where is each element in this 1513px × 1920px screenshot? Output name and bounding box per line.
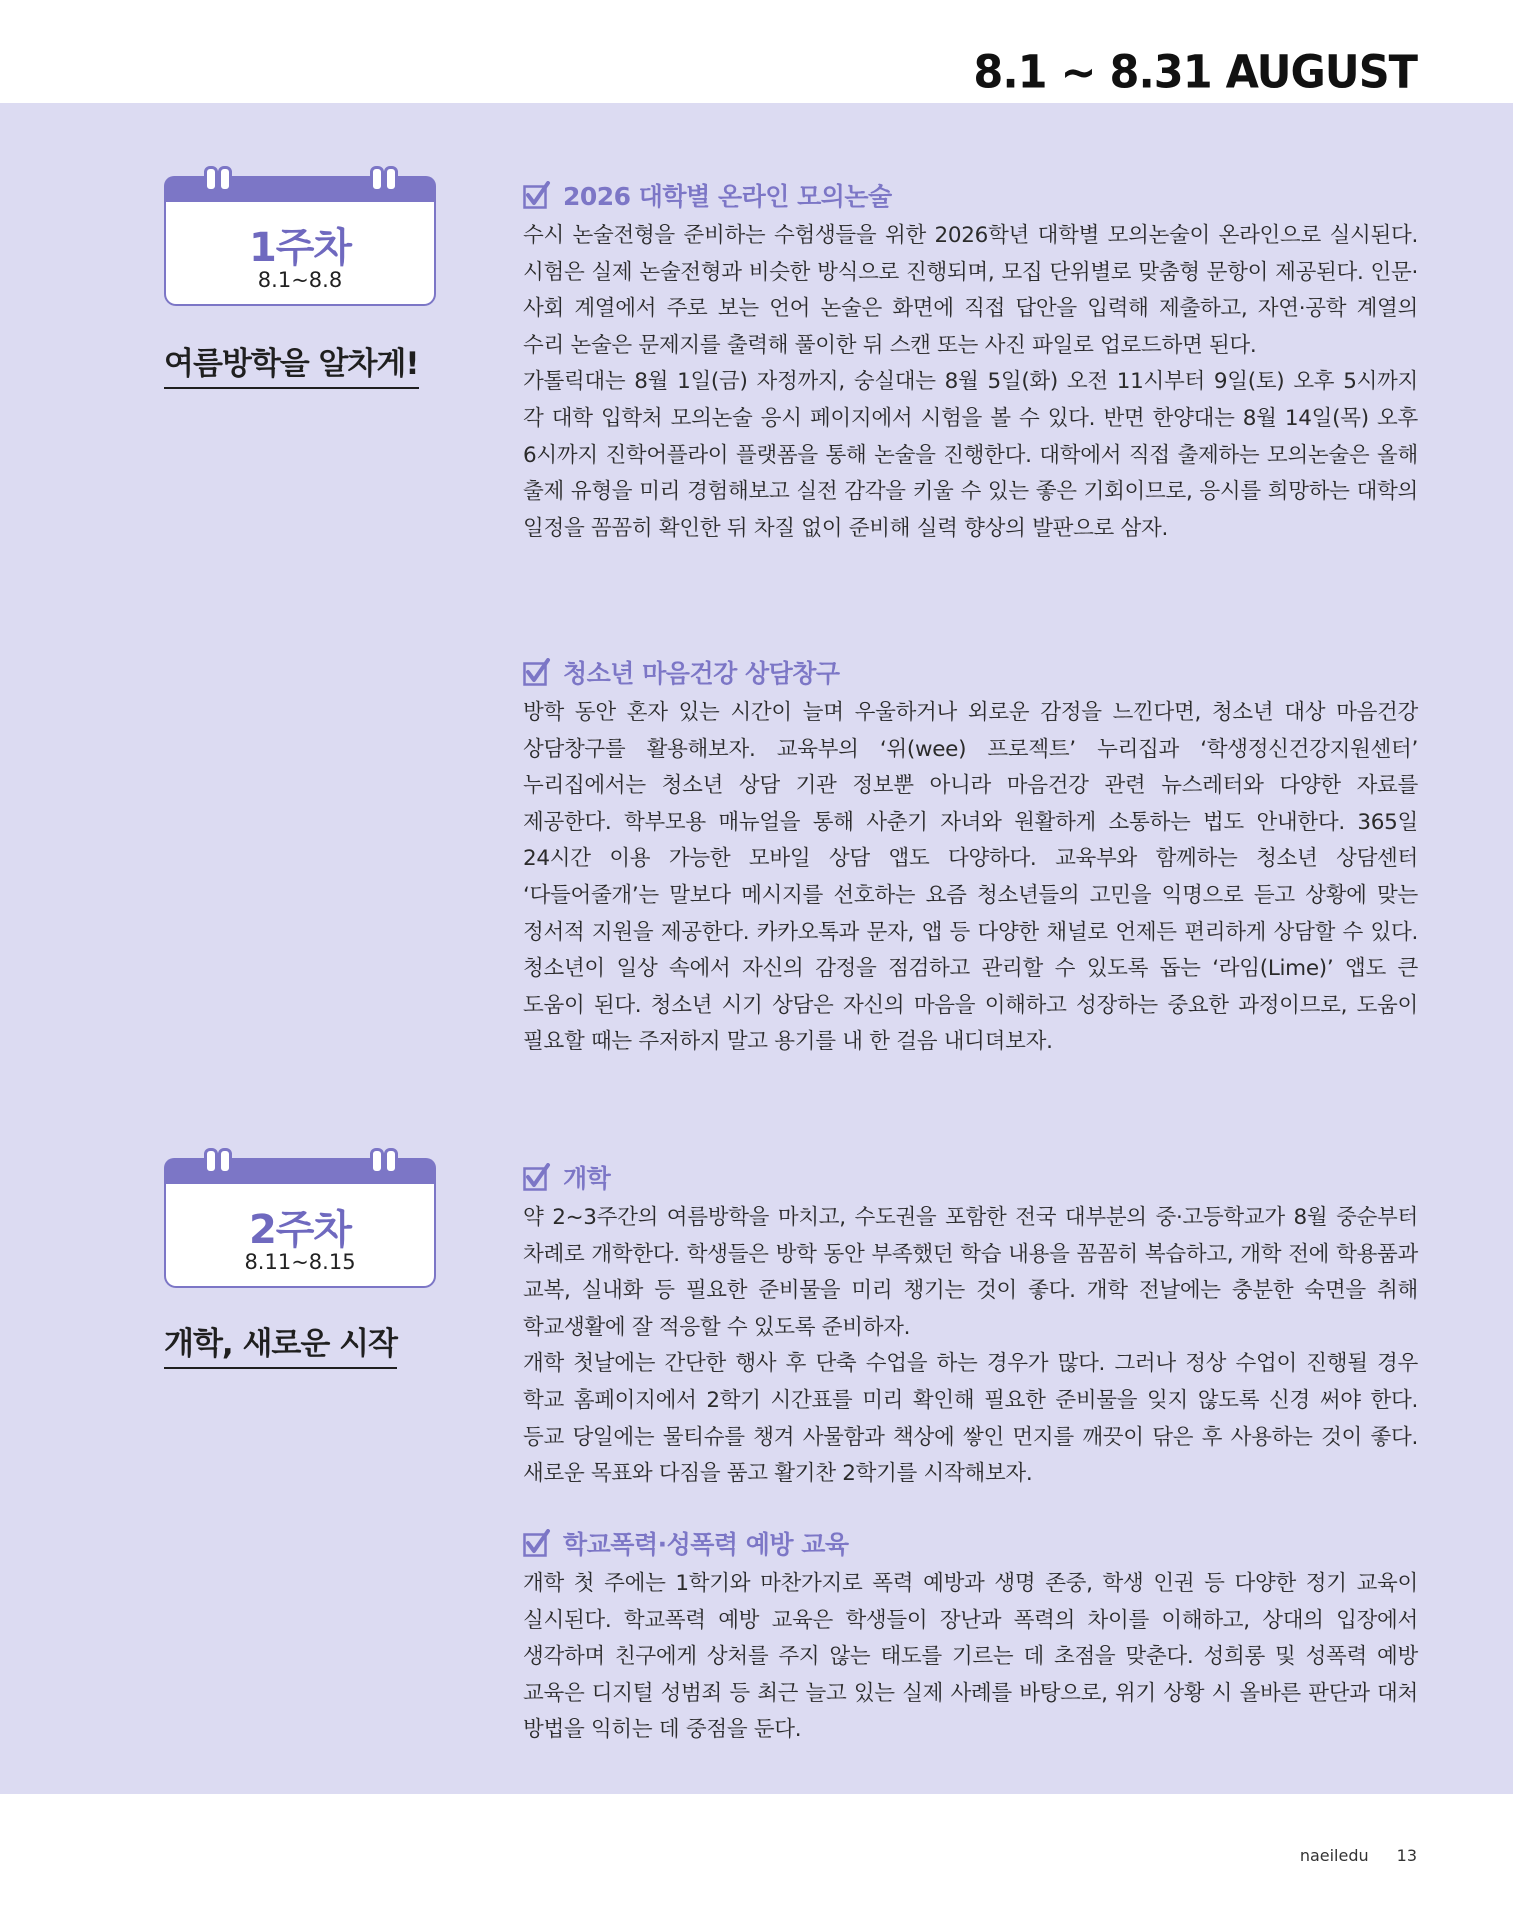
- week-label: 1주차: [248, 225, 352, 271]
- page-header-title: 8.1 ~ 8.31 AUGUST: [973, 46, 1417, 100]
- week-2-calendar-badge: [164, 1158, 436, 1288]
- section-body: [523, 695, 1418, 1061]
- week-label: 2주차: [248, 1207, 352, 1253]
- calendar-ring-icon: [370, 166, 384, 192]
- calendar-ring-icon: [218, 1148, 232, 1174]
- section-violence-prevention: [523, 1526, 1418, 1749]
- calendar-ring-icon: [384, 166, 398, 192]
- section-title: 개학: [563, 1164, 611, 1193]
- week-1-calendar-badge: [164, 176, 436, 306]
- section-body: [523, 1566, 1418, 1749]
- week-dates: 8.11~8.15: [244, 1250, 356, 1274]
- section-heading: [523, 178, 1418, 212]
- section-paragraph: 약 2~3주간의 여름방학을 마치고, 수도권을 포함한 전국 대부분의 중·고등학교가 8월 중순부터 차례로 개학한다. 학생들은 방학 동안 부족했던 학습 내용을 꼼꼼히 복습하고, 개학 전에 학용품과 교복, 실내화 등 필요한 준비물을 미리 챙기는 것이 좋다. 개학 전날에는 충분한 숙면을 취해 학교생활에 잘 적응할 수 있도록 준비하자.: [523, 1205, 1418, 1340]
- section-paragraph: 가톨릭대는 8월 1일(금) 자정까지, 숭실대는 8월 5일(화) 오전 11시부터 9일(토) 오후 5시까지 각 대학 입학처 모의논술 응시 페이지에서 시험을 볼 수 있다. 반면 한양대는 8월 14일(목) 오후 6시까지 진학어플라이 플랫폼을 통해 논술을 진행한다. 대학에서 직접 출제하는 모의논술은 올해 출제 유형을 미리 경험해보고 실전 감각을 키울 수 있는 좋은 기회이므로, 응시를 희망하는 대학의 일정을 꼼꼼히 확인한 뒤 차질 없이 준비해 실력 향상의 발판으로 삼자.: [523, 369, 1418, 541]
- week-1-subtitle: 여름방학을 알차게!: [164, 338, 419, 389]
- calendar-ring-icon: [370, 1148, 384, 1174]
- section-title: 학교폭력·성폭력 예방 교육: [563, 1530, 849, 1559]
- section-paragraph: 개학 첫 주에는 1학기와 마찬가지로 폭력 예방과 생명 존중, 학생 인권 등 다양한 정기 교육이 실시된다. 학교폭력 예방 교육은 학생들이 장난과 폭력의 차이를 이해하고, 상대의 입장에서 생각하며 친구에게 상처를 주지 않는 태도를 기르는 데 초점을 맞춘다. 성희롱 및 성폭력 예방 교육은 디지털 성범죄 등 최근 늘고 있는 실제 사례를 바탕으로, 위기 상황 시 올바른 판단과 대처 방법을 익히는 데 중점을 둔다.: [523, 1571, 1418, 1743]
- calendar-body: [164, 1184, 436, 1288]
- section-body: [523, 218, 1418, 547]
- page-number: 13: [1396, 1846, 1417, 1865]
- section-paragraph: 개학 첫날에는 간단한 행사 후 단축 수업을 하는 경우가 많다. 그러나 정상 수업이 진행될 경우 학교 홈페이지에서 2학기 시간표를 미리 확인해 필요한 준비물을 잊지 않도록 신경 써야 한다. 등교 당일에는 물티슈를 챙겨 사물함과 책상에 쌓인 먼지를 깨끗이 닦은 후 사용하는 것이 좋다. 새로운 목표와 다짐을 품고 활기찬 2학기를 시작해보자.: [523, 1351, 1418, 1487]
- section-paragraph: 방학 동안 혼자 있는 시간이 늘며 우울하거나 외로운 감정을 느낀다면, 청소년 대상 마음건강 상담창구를 활용해보자. 교육부의 ‘위(wee) 프로젝트’ 누리집과 ‘학생정신건강지원센터’ 누리집에서는 청소년 상담 기관 정보뿐 아니라 마음건강 관련 뉴스레터와 다양한 자료를 제공한다. 학부모용 매뉴얼을 통해 사춘기 자녀와 원활하게 소통하는 법도 안내한다. 365일 24시간 이용 가능한 모바일 상담 앱도 다양하다. 교육부와 함께하는 청소년 상담센터 ‘다들어줄개’는 말보다 메시지를 선호하는 요즘 청소년들의 고민을 익명으로 듣고 상황에 맞는 정서적 지원을 제공한다. 카카오톡과 문자, 앱 등 다양한 채널로 언제든 편리하게 상담할 수 있다. 청소년이 일상 속에서 자신의 감정을 점검하고 관리할 수 있도록 돕는 ‘라임(Lime)’ 앱도 큰 도움이 된다. 청소년 시기 상담은 자신의 마음을 이해하고 성장하는 중요한 과정이므로, 도움이 필요할 때는 주저하지 말고 용기를 내 한 걸음 내디뎌보자.: [523, 700, 1418, 1055]
- calendar-ring-icon: [204, 1148, 218, 1174]
- checkbox-check-icon: [523, 1163, 551, 1191]
- checkbox-check-icon: [523, 658, 551, 686]
- section-title: 2026 대학별 온라인 모의논술: [563, 182, 892, 211]
- section-heading: [523, 1526, 1418, 1560]
- section-school-opening: [523, 1160, 1418, 1493]
- calendar-ring-icon: [218, 166, 232, 192]
- page-footer: [1272, 1846, 1417, 1865]
- section-online-mock-essay: [523, 178, 1418, 547]
- footer-brand: naeiledu: [1299, 1846, 1369, 1865]
- section-heading: [523, 655, 1418, 689]
- section-title: 청소년 마음건강 상담창구: [563, 659, 840, 688]
- section-youth-mental-health: [523, 655, 1418, 1061]
- checkbox-check-icon: [523, 181, 551, 209]
- week-dates: 8.1~8.8: [257, 268, 343, 292]
- week-2-subtitle: 개학, 새로운 시작: [164, 1318, 397, 1369]
- section-paragraph: 수시 논술전형을 준비하는 수험생들을 위한 2026학년 대학별 모의논술이 온라인으로 실시된다. 시험은 실제 논술전형과 비슷한 방식으로 진행되며, 모집 단위별로 맞춤형 문항이 제공된다. 인문·사회 계열에서 주로 보는 언어 논술은 화면에 직접 답안을 입력해 제출하고, 자연·공학 계열의 수리 논술은 문제지를 출력해 풀이한 뒤 스캔 또는 사진 파일로 업로드하면 된다.: [523, 223, 1418, 358]
- section-body: [523, 1200, 1418, 1493]
- calendar-body: [164, 202, 436, 306]
- checkbox-check-icon: [523, 1529, 551, 1557]
- calendar-ring-icon: [204, 166, 218, 192]
- calendar-ring-icon: [384, 1148, 398, 1174]
- section-heading: [523, 1160, 1418, 1194]
